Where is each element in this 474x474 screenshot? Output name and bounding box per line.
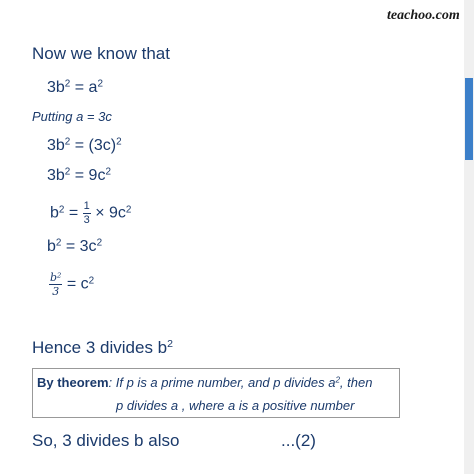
fraction-b-squared-over-3: $\frac{b^2}{3}$: [50, 271, 62, 298]
scrollbar-track[interactable]: [464, 0, 474, 474]
conclusion-text: So, 3 divides b also: [32, 431, 180, 450]
equation-reference: ...(2): [281, 431, 316, 450]
scrollbar-thumb[interactable]: [465, 78, 473, 160]
equation-5: $b^2 = 3c^2$: [47, 237, 103, 255]
intro-text: Now we know that: [32, 44, 170, 63]
equation-1: $3b^2 = a^2$: [47, 78, 103, 96]
theorem-line-2: p divides a , where a is a positive number: [116, 398, 355, 413]
theorem-line-1: By theorem: If p is a prime number, and p divides $a^2$, then: [37, 375, 373, 390]
equation-6: $\frac{b^2}{3}$ = $c^2$: [50, 271, 95, 298]
theorem-label: By theorem: [37, 375, 109, 390]
equation-2: $3b^2 = (3c)^2$: [47, 136, 122, 154]
brand-logo: teachoo.com: [387, 8, 460, 23]
equation-3: $3b^2 = 9c^2$: [47, 166, 111, 184]
fraction-one-third: $\frac{1}{3}$: [83, 200, 90, 226]
substitution-note: Putting a = 3c: [32, 109, 112, 124]
equation-4: $b^2$ = $\frac{1}{3}$ × $9c^2$: [50, 200, 132, 226]
hence-text: Hence 3 divides $b^2$: [32, 338, 173, 357]
